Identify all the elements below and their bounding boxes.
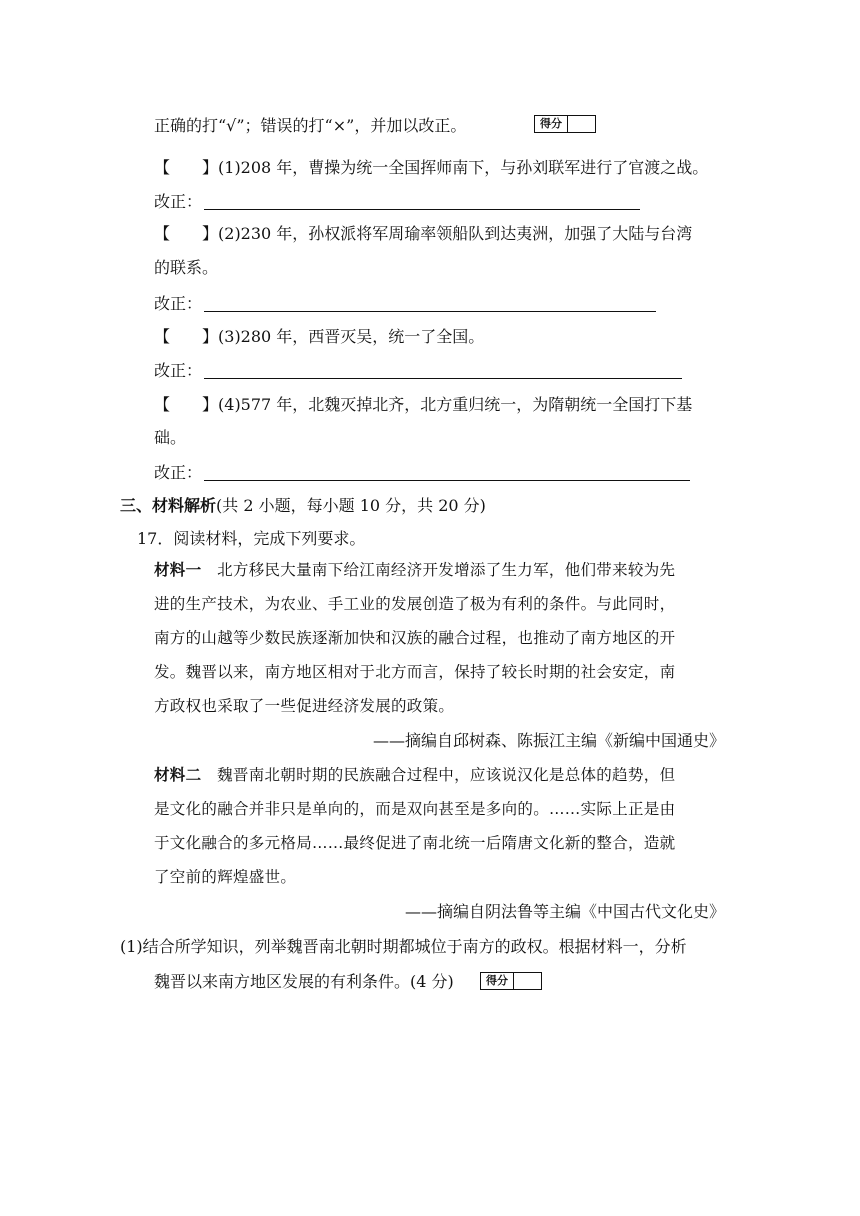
answer-bracket[interactable]: 【 】 bbox=[154, 158, 219, 177]
sub-question-1: (1)结合所学知识，列举魏晋南北朝时期都城位于南方的政权。根据材料一，分析 bbox=[120, 937, 687, 956]
correction-blank[interactable] bbox=[204, 311, 656, 312]
item-1 bbox=[154, 156, 708, 180]
score-box bbox=[534, 115, 596, 133]
item-text: (2)230 年，孙权派将军周瑜率领船队到达夷洲，加强了大陆与台湾 bbox=[218, 224, 693, 243]
correction-label: 改正： bbox=[154, 463, 203, 482]
material-1-source: ——摘编自邱树森、陈振江主编《新编中国通史》 bbox=[372, 731, 725, 750]
item-text: (1)208 年，曹操为统一全国挥师南下，与孙刘联军进行了官渡之战。 bbox=[218, 158, 709, 177]
score-label: 得分 bbox=[535, 116, 568, 132]
answer-bracket[interactable]: 【 】 bbox=[154, 327, 219, 346]
material-2-line: 了空前的辉煌盛世。 bbox=[154, 868, 297, 886]
instruction-text: 正确的打“√”；错误的打“×”，并加以改正。 bbox=[154, 116, 467, 135]
correction-blank[interactable] bbox=[204, 378, 682, 379]
material-2-line: 材料二 魏晋南北朝时期的民族融合过程中，应该说汉化是总体的趋势，但 bbox=[154, 766, 676, 784]
question-stem: 17．阅读材料，完成下列要求。 bbox=[137, 529, 366, 548]
material-1-line: 发。魏晋以来，南方地区相对于北方而言，保持了较长时期的社会安定，南 bbox=[154, 663, 676, 681]
material-1-line: 材料一 北方移民大量南下给江南经济开发增添了生力军，他们带来较为先 bbox=[154, 561, 676, 579]
section-heading bbox=[120, 494, 486, 518]
correction-label: 改正： bbox=[154, 192, 203, 211]
item-text: (4)577 年，北魏灭掉北齐，北方重归统一，为隋朝统一全国打下基 bbox=[218, 395, 693, 414]
material-1-line: 南方的山越等少数民族逐渐加快和汉族的融合过程，也推动了南方地区的开 bbox=[154, 629, 676, 647]
material-1-line: 进的生产技术，为农业、手工业的发展创造了极为有利的条件。与此同时， bbox=[154, 595, 676, 613]
material-1-label: 材料一 bbox=[154, 561, 202, 579]
correction-label: 改正： bbox=[154, 294, 203, 313]
item-2 bbox=[154, 222, 692, 246]
section-subtitle: (共 2 小题，每小题 10 分，共 20 分) bbox=[216, 496, 486, 515]
answer-bracket[interactable]: 【 】 bbox=[154, 224, 219, 243]
item-text-cont: 的联系。 bbox=[154, 258, 219, 277]
material-1-line: 方政权也采取了一些促进经济发展的政策。 bbox=[154, 697, 455, 715]
material-2-line: 于文化融合的多元格局……最终促进了南北统一后隋唐文化新的整合，造就 bbox=[154, 834, 676, 852]
section-title: 三、材料解析 bbox=[120, 496, 217, 515]
score-box bbox=[480, 972, 542, 990]
item-3 bbox=[154, 325, 484, 349]
item-text: (3)280 年，西晋灭吴，统一了全国。 bbox=[218, 327, 485, 346]
score-label: 得分 bbox=[481, 973, 514, 989]
item-4 bbox=[154, 393, 692, 417]
material-2-line: 是文化的融合并非只是单向的，而是双向甚至是多向的。……实际上正是由 bbox=[154, 800, 676, 818]
sub-question-1-cont: 魏晋以来南方地区发展的有利条件。(4 分) bbox=[154, 972, 454, 991]
correction-blank[interactable] bbox=[204, 209, 640, 210]
correction-blank[interactable] bbox=[204, 480, 690, 481]
answer-bracket[interactable]: 【 】 bbox=[154, 395, 219, 414]
material-2-source: ——摘编自阴法鲁等主编《中国古代文化史》 bbox=[404, 902, 725, 921]
item-text-cont: 础。 bbox=[154, 428, 187, 447]
correction-label: 改正： bbox=[154, 361, 203, 380]
material-2-label: 材料二 bbox=[154, 766, 202, 784]
